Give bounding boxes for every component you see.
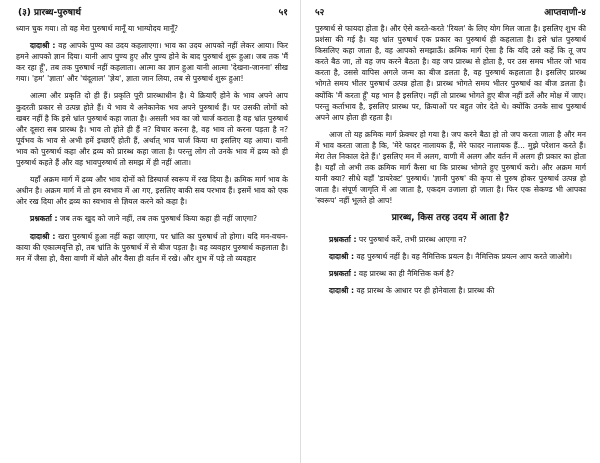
right-page-body — [315, 23, 586, 296]
speaker-label: प्रश्नकर्ता : — [329, 234, 357, 244]
dialogue-paragraph — [315, 285, 586, 296]
body-paragraph: ध्यान चुक गया। तो वह मेरा पुरुषार्थ मानूँ या भाग्योदय मानूँ? — [16, 24, 179, 33]
speaker-text: पर पुरुषार्थ करें, तभी प्रारब्ध आएगा न? — [356, 234, 467, 244]
body-paragraph: आत्मा और प्रकृति दो ही हैं। प्रकृति पूरी प्रारब्धाधीन है। ये क्रियाएँ होने के भाव अपने आप कुदरती प्रकार से उत्पन्न होते हैं। ये भाव ये अनेकानेक भव अपने पुरुषार्थ हैं। पर उसकी लोगों को खबर नहीं है कि इसे भ्रांत पुरुषार्थ कहा जाता है। असली भव का जो चार्ज कराता है वह भ्रांत पुरुषार्थ और दूसरा सब प्रारब्ध है। भाव तो होते ही हैं न? विचार करना है, वह भाव तो करना पड़ता है न? पूर्वभव के भाव से अभी हमें इच्छाएँ होती हैं, अर्थात् भाव चार्ज किया था इसलिए यह आया। यानी भाव को पुरुषार्थ कहा और द्रव्य को प्रारब्ध कहा जाता है। परन्तु लोग तो उनके भाव में द्रव्य को ही पुरुषार्थ कहते हैं और वह भावपुरुषार्थ तो समझ में ही नहीं आता। — [16, 91, 288, 168]
dialogue-paragraph — [315, 268, 586, 279]
left-header-title: (३) प्रारब्ध-पुरुषार्थ — [18, 8, 82, 18]
left-page-number: ५१ — [278, 8, 288, 18]
right-page — [300, 0, 600, 463]
speaker-label: प्रश्नकर्ता : — [329, 268, 357, 278]
speaker-label: दादाश्री : — [329, 285, 355, 295]
dialogue-paragraph — [16, 40, 288, 84]
speaker-label: दादाश्री : — [329, 251, 355, 261]
left-page-body — [16, 23, 288, 264]
speaker-text: खरा पुरुषार्थ हुआ नहीं कहा जाएगा, पर भ्रांति का पुरुषार्थ तो होगा। यदि मन-वचन-काया की एकात्मवृत्ति हो, तब भ्रांति के पुरुषार्थ में से बीज पड़ता है। वह व्यवहार पुरुषार्थ कहलाता है। मन में जैसा हो, वैसा वाणी में बोले और वैसा ही वर्तन में रखे। और शुभ में पड़े तो व्यवहार — [16, 231, 288, 263]
dialogue-paragraph — [315, 234, 586, 245]
body-paragraph: यहाँ अक्रम मार्ग में द्रव्य और भाव दोनों को डिस्चार्ज स्वरूप में रख दिया है। क्रमिक मार्ग भाव के अधीन है। अक्रम मार्ग में तो हम स्वभाव में आ गए, इसलिए बाकी सब परभाव हैं। इसमें भाव को एक ओर रख दिया और द्रव्य का स्वभाव से ज्ञियल करने को कहा है। — [16, 175, 288, 207]
speaker-text: वह आपके पुण्य का उदय कहलाएगा। भाव का उदय आपको नहीं लेकर आया। फिर हमने आपको ज्ञान दिया। यानी आप पुण्य हुए और पुण्य होने के बाद पुरुषार्थ शुरू हुआ। जब तक 'मैं कर रहा हूँ', तब तक पुरुषार्थ नहीं कहलाता। आत्मा का ज्ञान हुआ यानी आत्मा 'देखना-जानना' सीख गया। 'हम' 'ज्ञाता' और 'चंदूलाल' 'ज्ञेय', ज्ञाता जान लिया, तब से पुरुषार्थ शुरू हुआ! — [16, 41, 288, 84]
speaker-label: दादाश्री : — [30, 231, 56, 241]
speaker-label: प्रश्नकर्ता : — [30, 214, 58, 224]
right-page-number: ५२ — [315, 8, 325, 18]
speaker-text: वह प्रारब्ध के आधार पर ही होनेवाला है। प्रारब्ध की — [354, 285, 495, 295]
section-title: प्रारब्ध, किस तरह उदय में आता है? — [391, 212, 510, 223]
left-page-header — [16, 6, 288, 20]
speaker-text: जब तक खुद को जाने नहीं, तब तक पुरुषार्थ किया कहा ही नहीं जाएगा? — [57, 214, 258, 224]
dialogue-paragraph — [315, 251, 586, 262]
right-page-header — [315, 6, 586, 20]
body-paragraph: आज तो यह क्रमिक मार्ग फ्रेक्चर हो गया है। जप करने बैठा हो तो जप करता जाता है और मन में भाव करता जाता है कि, 'मेरे फादर नालायक हैं, मेरे फादर नालायक हैं... मुझे परेशान करते हैं। मेरा तेल निकाल देते हैं।' इसलिए मन में अलग, वाणी में अलग और वर्तन में अलग ही प्रकार का होता है। यहाँ तो अभी तक क्रमिक मार्ग कैसा था कि प्रारब्ध भोगते हुए पुरुषार्थ करो। और अक्रम मार्ग यानी क्या? सीधे यहाँ 'डायरेक्ट' पुरुषार्थ। 'ज्ञानी पुरुष' की कृपा से पुरुष होकर पुरुषार्थ उत्पन्न हो जाता है। संपूर्ण जागृति में आ जाता है, एकदम उजाला हो जाता है। फिर एक सेकण्ड भी आपका 'स्वरूप' नहीं भूलते हो आप! — [315, 129, 586, 206]
speaker-label: दादाश्री : — [30, 41, 56, 51]
right-header-title: आप्तवाणी-४ — [544, 8, 586, 18]
dialogue-paragraph — [16, 213, 288, 224]
dialogue-paragraph — [16, 231, 288, 264]
body-paragraph: पुरुषार्थ से फायदा होता है। और ऐसे करते-करते 'रियल' के लिए योग मिल जाता है। इसलिए शुभ की प्रशंसा की गई है। यह भ्रांत पुरुषार्थ एक प्रकार का पुरुषार्थ ही कहलाता है। इसे भ्रांत पुरुषार्थ किसलिए कहा जाता है, वह आपको समझाऊँ। क्रमिक मार्ग ऐसा है कि यदि उसे कहें कि तू जप करते बैठ जा, तो वह जप करने बैठता है। वह जप प्रारब्ध से होता है, पर उस समय भीतर जो भाव करता है, उससे वापिस अगले जन्म का बीज डलता है, वह पुरुषार्थ कहलाता है। इसलिए प्रारब्ध भोगते समय भीतर पुरुषार्थ उत्पन्न होता है। प्रारब्ध भोगते समय भीतर पुरुषार्थ का बीज डलता है। क्योंकि 'मैं करता हूँ' यह भान है इसलिए। नहीं तो प्रारब्ध भोगते हुए बीज नहीं डलें और मोक्ष में जाए। परन्तु कर्ताभाव है, इसलिए प्रारब्ध पर, क्रियाओं पर बहुत जोर देते थे। क्योंकि उनके साथ पुरुषार्थ अपने आप होता ही रहता है। — [315, 24, 586, 122]
speaker-text: वह प्रारब्ध का ही नैमित्तिक कर्म है? — [356, 268, 455, 278]
speaker-text: वह पुरुषार्थ नहीं है। वह नैमित्तिक प्रयत्न है। नैमित्तिक प्रयत्न आप करते जाओगे। — [354, 251, 572, 261]
